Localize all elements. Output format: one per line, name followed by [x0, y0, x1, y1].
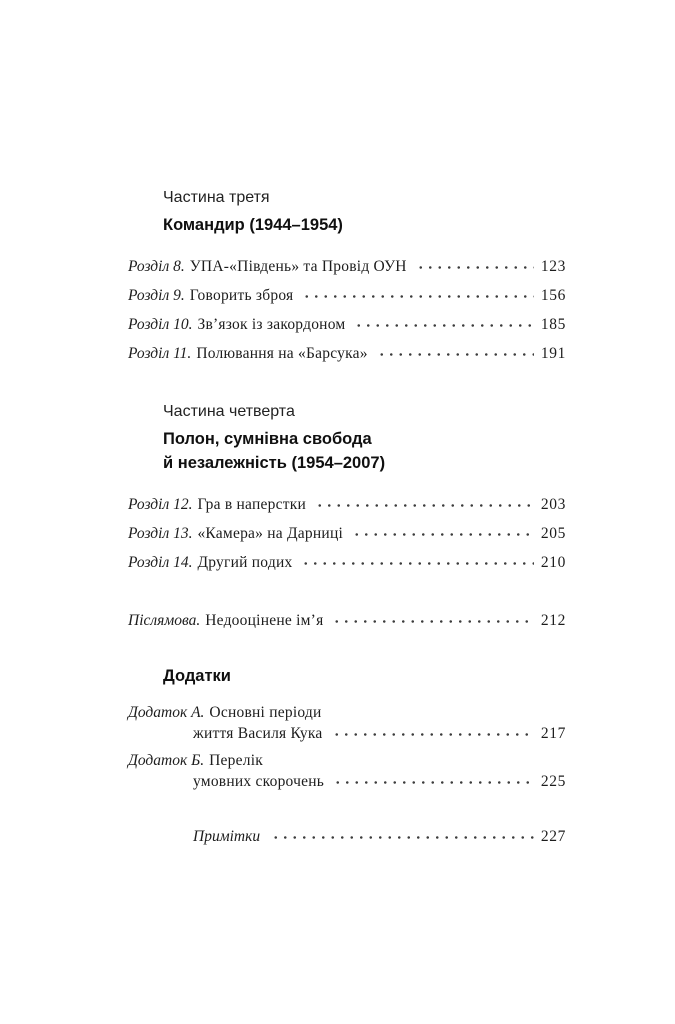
entry-text — [128, 702, 323, 744]
chapter-prefix: Розділ 13. — [128, 525, 193, 542]
chapter-title: Другий подих — [197, 554, 293, 571]
dot-leader — [377, 343, 534, 364]
dot-leader — [332, 723, 534, 744]
page-number: 205 — [540, 525, 566, 542]
entry-text — [128, 343, 368, 364]
dot-leader — [301, 552, 533, 573]
notes-title: Примітки — [193, 828, 261, 845]
dot-leader — [332, 610, 533, 631]
entry-text — [128, 610, 323, 631]
appendix-line2: умовних скорочень — [193, 773, 325, 790]
toc-entry — [128, 285, 566, 306]
part-kicker: Частина третя — [163, 189, 270, 206]
appendix-entries — [128, 702, 566, 792]
dot-leader — [271, 826, 534, 847]
entry-text — [128, 285, 293, 306]
toc-entry — [128, 256, 566, 277]
afterword-block — [128, 610, 566, 631]
chapter-title: Говорить зброя — [189, 287, 294, 304]
chapter-prefix: Розділ 12. — [128, 496, 193, 513]
toc-section-part3 — [128, 188, 566, 364]
dot-leader — [416, 256, 534, 277]
dot-leader — [354, 314, 533, 335]
page-number: 185 — [540, 316, 566, 333]
chapter-prefix: Розділ 14. — [128, 554, 193, 571]
dot-leader — [302, 285, 533, 306]
chapter-title: Гра в наперстки — [197, 496, 306, 513]
toc-entries — [128, 494, 566, 573]
dot-leader — [352, 523, 534, 544]
toc-entries — [128, 256, 566, 364]
entry-text — [128, 494, 306, 515]
chapter-prefix: Розділ 9. — [128, 287, 185, 304]
dot-leader — [315, 494, 534, 515]
notes-block — [128, 826, 566, 847]
toc-entry — [128, 494, 566, 515]
toc-entry-afterword — [128, 610, 566, 631]
part-title-line1: Полон, сумнівна свобода — [163, 430, 372, 448]
chapter-prefix: Розділ 11. — [128, 345, 192, 362]
appendix-title: Перелік — [209, 752, 263, 769]
chapter-prefix: Розділ 10. — [128, 316, 193, 333]
chapter-title: «Камера» на Дарниці — [197, 525, 344, 542]
toc-entry — [128, 523, 566, 544]
chapter-title: Зв’язок із закордоном — [197, 316, 346, 333]
afterword-title: Недооцінене ім’я — [205, 612, 324, 629]
page-number: 227 — [540, 828, 566, 845]
page-number: 210 — [540, 554, 566, 571]
chapter-title: УПА-«Південь» та Провід ОУН — [189, 258, 407, 275]
page-number: 203 — [540, 496, 566, 513]
appendix-title: Основні періоди — [209, 704, 322, 721]
entry-text — [128, 750, 324, 792]
dot-leader — [333, 771, 534, 792]
chapter-prefix: Розділ 8. — [128, 258, 185, 275]
toc-entry — [128, 314, 566, 335]
toc-entry-appendix — [128, 750, 566, 792]
part-title: Командир (1944–1954) — [163, 216, 343, 234]
entry-text — [128, 314, 345, 335]
appendix-prefix: Додаток А. — [128, 704, 205, 721]
entry-text — [128, 552, 292, 573]
page-number: 156 — [540, 287, 566, 304]
toc-entry — [128, 552, 566, 573]
part-kicker: Частина четверта — [163, 403, 295, 420]
part-title-line2: й незалежність (1954–2007) — [163, 454, 386, 472]
appendix-line1 — [128, 702, 323, 723]
page-number: 123 — [540, 258, 566, 275]
toc-entry-appendix — [128, 702, 566, 744]
page-number: 217 — [540, 725, 566, 742]
page-number: 191 — [540, 345, 566, 362]
chapter-title: Полювання на «Барсука» — [196, 345, 368, 362]
toc-section-part4 — [128, 402, 566, 573]
appendix-line2: життя Василя Кука — [193, 725, 323, 742]
toc-entry-notes — [193, 826, 566, 847]
appendix-line1 — [128, 750, 324, 771]
appendices-heading: Додатки — [163, 667, 231, 685]
entry-text — [193, 826, 262, 847]
page-number: 212 — [540, 612, 566, 629]
afterword-prefix: Післямова. — [128, 612, 201, 629]
entry-text — [128, 256, 407, 277]
entry-text — [128, 523, 343, 544]
page-number: 225 — [540, 773, 566, 790]
appendix-prefix: Додаток Б. — [128, 752, 205, 769]
toc-entry — [128, 343, 566, 364]
